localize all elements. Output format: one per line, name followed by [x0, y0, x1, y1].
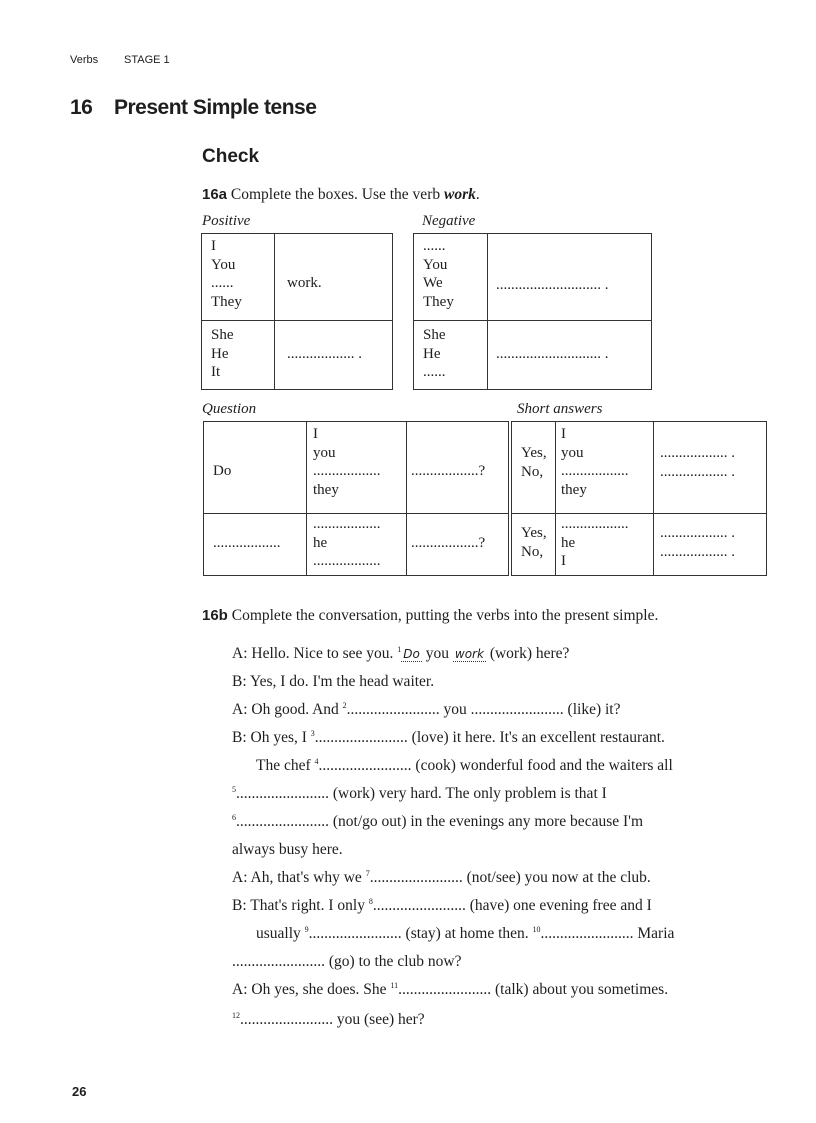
ex16b-instruction — [202, 607, 658, 625]
conv-line-3: A: Oh good. And $^2$........................ you ........................ (like) it? — [232, 701, 621, 718]
conv-line-5: The chef $^4$........................ (cook) wonderful food and the waiters all — [256, 757, 673, 774]
unit-number: 16 — [70, 96, 93, 119]
positive-label: Positive — [202, 213, 251, 229]
sa-row-divider — [511, 513, 766, 514]
short-answers-label: Short answers — [517, 401, 603, 417]
neg-top-verb-blank[interactable]: ............................ . — [496, 277, 609, 293]
q-bottom-aux-blank[interactable]: .................. — [213, 535, 281, 551]
ex16a-instruction — [202, 186, 480, 204]
ex16a-period: . — [475, 186, 480, 203]
q-top-verb-blank[interactable]: ..................? — [411, 463, 486, 479]
conv-line-4: B: Oh yes, I $^3$........................ (love) it here. It's an excellent restaurant. — [232, 729, 665, 746]
pos-bottom-verb-blank[interactable]: .................. . — [287, 346, 362, 362]
ex16a-verb: work — [443, 186, 476, 203]
header-section: Verbs — [70, 54, 99, 66]
handwritten-answer-work: work — [454, 647, 484, 661]
pos-bottom-subjects: She He It — [211, 327, 234, 380]
sa-top-answers[interactable]: .................. . .................. . — [660, 445, 735, 480]
check-heading: Check — [202, 146, 260, 167]
sa-top-subjects: I you .................. they — [561, 426, 629, 498]
unit-heading — [70, 96, 316, 120]
conv-line-9: A: Ah, that's why we $^7$........................ (not/see) you now at the club. — [232, 869, 651, 886]
question-divider-1 — [306, 421, 307, 575]
positive-divider — [274, 233, 275, 389]
sa-divider-2 — [653, 421, 654, 575]
conv-line-8: always busy here. — [232, 841, 343, 858]
ex16a-label: 16a — [202, 186, 228, 203]
sa-bottom-answers[interactable]: .................. . .................. . — [660, 525, 735, 560]
conv-line-6: $^5$........................ (work) very hard. The only problem is that I — [232, 785, 607, 802]
question-divider-2 — [406, 421, 407, 575]
question-row-divider — [203, 513, 508, 514]
ex16a-instruction-text: Complete the boxes. Use the verb — [230, 186, 441, 203]
negative-divider — [487, 233, 488, 389]
page-number: 26 — [72, 1084, 87, 1099]
conv-line-11: usually $^9$........................ (stay) at home then. $^{10}$........................ Maria — [256, 925, 675, 942]
negative-label: Negative — [422, 213, 476, 229]
conv-line-1: A: Hello. Nice to see you. $^1$ Do you work (work) here? — [232, 645, 570, 662]
negative-row-divider — [413, 320, 651, 321]
question-label: Question — [202, 401, 257, 417]
conv-line-10: B: That's right. I only $^8$........................ (have) one evening free and I — [232, 897, 652, 914]
neg-top-subjects: ...... You We They — [423, 238, 454, 310]
q-top-subjects: I you .................. they — [313, 426, 381, 498]
sa-bottom-subjects: .................. he I — [561, 516, 629, 569]
conv-line-14: $^{12}$........................ you (see) her? — [232, 1011, 425, 1028]
pos-top-verb: work. — [287, 275, 322, 291]
conv-line-12: ........................ (go) to the club now? — [232, 953, 462, 970]
ex16b-label: 16b — [202, 607, 228, 624]
handwritten-answer-do: Do — [403, 647, 420, 661]
neg-bottom-subjects: She He ...... — [423, 327, 446, 380]
unit-title: Present Simple tense — [114, 96, 317, 119]
q-top-aux: Do — [213, 463, 232, 479]
neg-bottom-verb-blank[interactable]: ............................ . — [496, 346, 609, 362]
sa-top-yesno: Yes, No, — [521, 445, 547, 480]
conv-line-2: B: Yes, I do. I'm the head waiter. — [232, 673, 435, 690]
conv-line-7: $^6$........................ (not/go out) in the evenings any more because I'm — [232, 813, 643, 830]
pos-top-subjects: I You ...... They — [211, 238, 242, 310]
header-stage: STAGE 1 — [124, 54, 170, 66]
ex16b-instruction-text: Complete the conversation, putting the verbs into the present simple. — [231, 607, 659, 624]
q-bottom-subjects: .................. he .................. — [313, 516, 381, 569]
sa-bottom-yesno: Yes, No, — [521, 525, 547, 560]
positive-row-divider — [201, 320, 392, 321]
q-bottom-verb-blank[interactable]: ..................? — [411, 535, 486, 551]
sa-divider-1 — [555, 421, 556, 575]
conv-line-13: A: Oh yes, she does. She $^{11}$........................ (talk) about you sometimes. — [232, 981, 669, 998]
